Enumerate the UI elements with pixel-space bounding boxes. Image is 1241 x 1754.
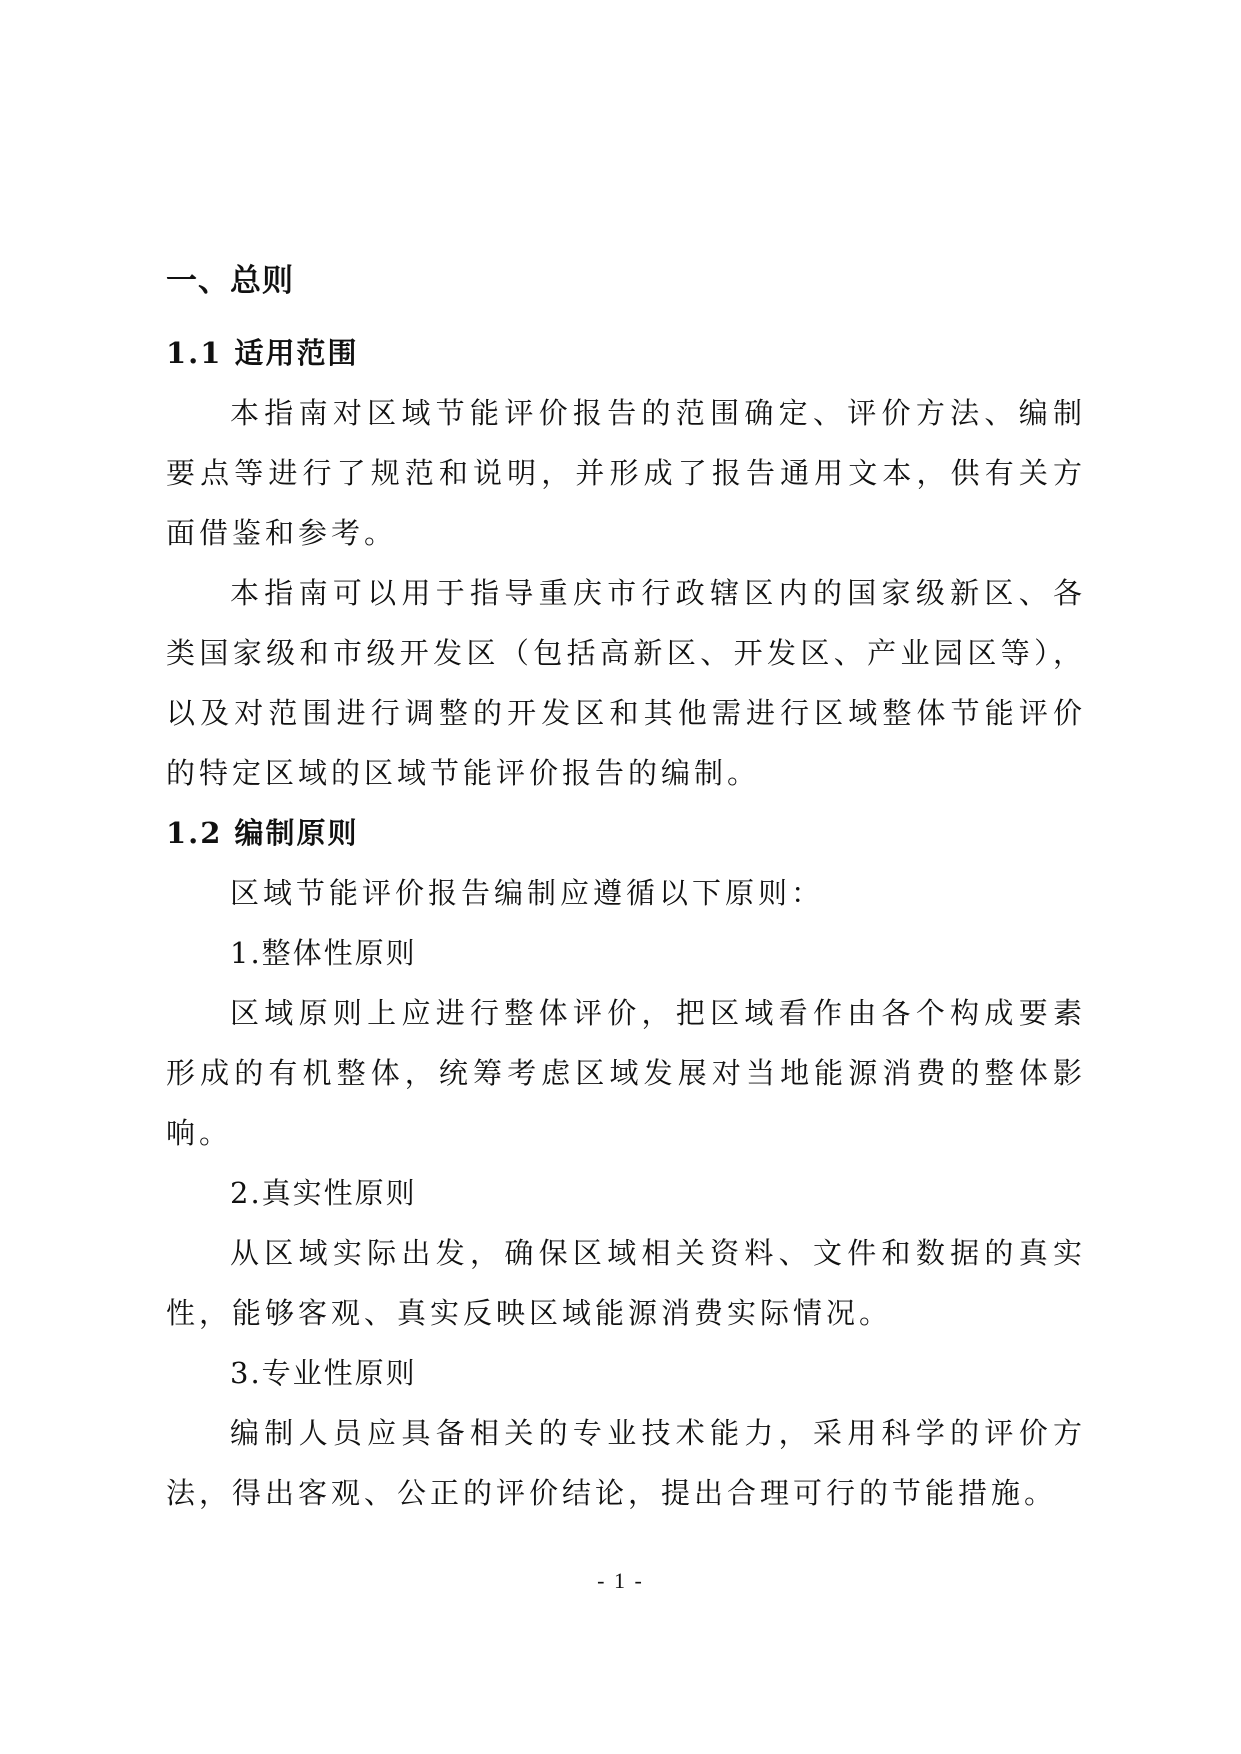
- paragraph-scope-1: 本指南对区域节能评价报告的范围确定、评价方法、编制要点等进行了规范和说明，并形成了报告通用文本，供有关方面借鉴和参考。: [166, 396, 1086, 550]
- subsection-heading-principles: 1.2 编制原则: [166, 816, 359, 850]
- paragraph-principles-intro: 区域节能评价报告编制应遵循以下原则：: [230, 876, 825, 910]
- page-content: [166, 263, 1086, 1523]
- subsection-heading-scope: 1.1 适用范围: [166, 336, 359, 370]
- principle-text-authenticity: 从区域实际出发，确保区域相关资料、文件和数据的真实性，能够客观、真实反映区域能源消费实际情况。: [166, 1236, 1086, 1330]
- page-number: - 1 -: [597, 1568, 644, 1593]
- section-heading: 一、总则: [166, 263, 294, 299]
- principle-title-integrity: 1.整体性原则: [230, 936, 417, 970]
- principle-title-professionalism: 3.专业性原则: [230, 1356, 417, 1390]
- paragraph-scope-2: 本指南可以用于指导重庆市行政辖区内的国家级新区、各类国家级和市级开发区（包括高新区、开发区、产业园区等），以及对范围进行调整的开发区和其他需进行区域整体节能评价的特定区域的区域节能评价报告的编制。: [166, 576, 1086, 790]
- principle-text-professionalism: 编制人员应具备相关的专业技术能力，采用科学的评价方法，得出客观、公正的评价结论，提出合理可行的节能措施。: [166, 1416, 1086, 1510]
- principle-title-authenticity: 2.真实性原则: [230, 1176, 417, 1210]
- principle-text-integrity: 区域原则上应进行整体评价，把区域看作由各个构成要素形成的有机整体，统筹考虑区域发展对当地能源消费的整体影响。: [166, 996, 1086, 1150]
